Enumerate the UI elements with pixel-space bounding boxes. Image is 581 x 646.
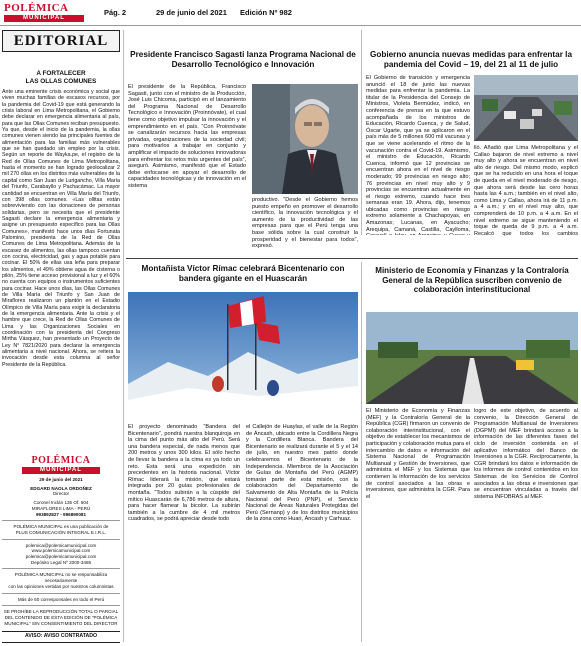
mef-body-col1: El Ministerio de Economía y Finanzas (MEF) y la Contraloría General de la República (CGR) firmaron un convenio de colaboración interinstitucional, con el objetivo de establecer los mecanismos de participación y colaboración mutua para el intercambio de datos e información del Sistema Nacional de Programación Multianual y Gestión de Inversiones, que administra el MEF y los Sistemas que contienen la información de los servicios de control asociados a las obras e inversiones, que administra la CGR. Para el bbox=[366, 408, 470, 500]
newspaper-logo bbox=[4, 3, 84, 23]
director-name: EDGARD NAOLA ORDOÑEZ bbox=[30, 485, 92, 491]
sagasti-body-col2: productivo. “Desde el Gobierno hemos puesto empeño en promover el desarrollo científico, la innovación tecnológica y el aumento de la productividad de las empresas para que el Perú tenga una base sólida sobre la cual construir la prosperidad y el bienestar para todos”, expresó. bbox=[252, 197, 358, 250]
disclaimer-line-2: con las opiniones vertidas por nuestros columnistas bbox=[8, 583, 114, 589]
mef-headline: Ministerio de Economía y Finanzas y la Contraloría General de la República suscriben convenio de colaboración interinstitucional bbox=[375, 266, 569, 294]
editorial-heading: EDITORIAL bbox=[2, 30, 120, 52]
credits-logo-bottom: MUNICIPAL bbox=[22, 467, 100, 474]
legal-deposit: Depósito Legal Nº 2000-3485 bbox=[30, 559, 92, 565]
editorial-body: Ante una eminente crisis económica y social que viven muchas familias de escasos recursos, por la pandemia del Covid-19 que está generando la crisis laboral en Lima Metropolitana, el Gobierno debe declarar en emergencia alimentaria al país, para que las Ollas Comunes reciban presupuesto. Ya que, desde el inicio de la pandemia, la ollas comunes vienen siendo las principales fuentes de alimentación para las familias más vulnerables que se han quedado sin empleo por la crisis. Según un reporte de Wayka.pe, el registro de la Red de Ollas Comunes de Lima Metropolitana, hasta el momento se han logrado geolocalizar 2 mil 270 ollas en los distritos más vulnerables de la capital como San Juan de Lurigancho, Villa María del Triunfo, Carabayllo y Pachacámac. La mayor cantidad se encuentran en Villa María del Triunfo, con 398 ollas comunes. «Las ollitas están sobreviviendo con las donaciones de personas solidarias, pero se necesita que el presidente Sagasti declare la emergencia alimentaria y asigne un presupuesto específico para las Ollas Comunes», manifestó hace unos días Fortunata Palomino, presidenta de la Red de Ollas Comunes de Lima Metropolitana. Además de la escasez de alimentos, las ollas tampoco cuentan con cocina, electricidad, gas y agua potable para cocinar. El 50% de ellas usa leña para preparar los alimentos, el 49% obtiene agua de cisterna o pilón, 25% tiene acceso provisional a luz y el 60% no cuenta con equipos o instrumentos suficientes para cocinar. Hace unos días, las Ollas Comunes de Villa María del Triunfo y San Juan de Miraflores realizaron un plantón en el Estadio Olímpico de Villa María para exigir la declaratoria de la emergencia alimentaria. Ante la crisis y el hambre que crece, la Red de Ollas Comunes de Lima y las Organizaciones Sociales en coordinación con la presidenta del Congreso Mirtha Vásquez, han presentado un Proyecto de Ley N° 7821/2020 para declarar la emergencia alimentaria a nivel nacional. Ahora, se reitera la invocación desde esta columna al señor Presidente de la República. bbox=[2, 89, 120, 368]
copyright-line-2: DEL CONTENIDO DE ESTA EDICIÓN DE “POLÉMICA bbox=[4, 614, 118, 620]
rimac-body-col2: el Callejón de Huaylas, el valle de la Región de Áncash, ubicado entre la Cordillera Negra y la Cordillera Blanca. Bandera del Bicentenario se realizará durante el 5 y el 14 de julio, en nuestro mes patrio donde celebraremos el Bicentenario de la Independencia. Miembros de la Asociación de Guías de Montaña del Perú (AGMP) tomarán parte de esta misión, con la colaboración del Departamento de Salvamento de Alta Montaña de la Policía Nacional del Perú (PNP), el Servicio Nacional de Áreas Naturales Protegidas del Perú (Sernanp) y de los distritos municipios de la zona como Huari, Áncash y Carhuaz. bbox=[246, 424, 358, 523]
logo-bottom-text: MUNICIPAL bbox=[4, 15, 84, 22]
gobierno-body-col2: lló. Añadió que Lima Metropolitana y el Callao bajaron de nivel extremo a nivel muy alto y ahora se encuentran en nivel alto de riesgo. Del mismo modo, explicó que se ha reducido en una hora el toque de queda en el nivel moderado de riesgo, que ahora será desde las cero horas hasta las 4 a.m.; también en el nivel alto, como Lima y Callao, ahora irá de 11 p.m. a 4 a.m.; y en el nivel muy alto, que comprenderá de 10 p.m. a 4 a.m. En el nivel extremo se sigue manteniendo el toque de queda de 9 p.m. a 4 a.m. Recalcó que todos los cambios bbox=[474, 145, 578, 237]
disclaimer-line-1: POLÉMICA MUNICIPAL no se responsabiliza necesariamente bbox=[14, 572, 108, 584]
top-bar bbox=[0, 0, 581, 26]
gobierno-headline: Gobierno anuncia nuevas medidas para enfrentar la pandemia del Covid – 19, del 21 al 11 de julio bbox=[369, 50, 573, 69]
email-link-2[interactable]: polemica@polemicamunicipal.com bbox=[25, 554, 97, 560]
edition-number: Edición Nº 982 bbox=[240, 8, 292, 17]
editorial-column bbox=[2, 30, 120, 446]
gobierno-photo bbox=[474, 75, 578, 141]
gobierno-body-col1: El Gobierno de transición y emergencia anunció el 18 de junio las nuevas medidas para enfrentar la pandemia. La titular de la Presidencia del Consejo de Ministros, Violeta Bermúdez, indicó, en conferencia de prensa en la que estuvo acompañada de los ministros de Educación, Ricardo Cuenca, y de Salud, Óscar Ugarte, que ya se aplicaron en el país más de 5 millones 600 mil vacunas y que se viene acelerando el ritmo de la vacunación contra el Covid-19. Asimismo, el ministro de Educación, Ricardo Cuenca, informó que 12 provincias se encuentran ahora en el nivel de riesgo moderado; 99 provincias en riesgo alto; 76 provincias en nivel muy alto y 9 provincias se encuentran actualmente en el riesgo extremo, cuando hace tres semanas eran 19. Ahora, dijo, tenemos ubicadas como provincias en riesgo extremo solamente a Chachapoyas, en Amazonas; Lucanas, en Ayacucho; Arequipa, Camaná, Castilla, Caylloma, bbox=[366, 75, 470, 233]
publisher-line-1: POLÉMICA MUNICIPAL es una publicación de bbox=[13, 524, 109, 530]
sagasti-photo bbox=[252, 84, 358, 194]
masthead-credits bbox=[2, 456, 120, 646]
website-link[interactable]: www.polemicamunicipal.com bbox=[31, 548, 91, 554]
sagasti-headline: Presidente Francisco Sagasti lanza Programa Nacional de Desarrollo Tecnológico e Innovación bbox=[130, 50, 356, 69]
copyright-line-1: SE PROHÍBE LA REPRODUCCIÓN TOTAL O PARCIAL bbox=[3, 609, 119, 615]
phone-numbers: 993892827 - 996890081 bbox=[35, 511, 87, 517]
copyright-line-3: MUNICIPAL” SIN CONSENTIMIENTO DEL DIRECTOR bbox=[4, 620, 118, 626]
sagasti-body-col1: El presidente de la República, Francisco Sagasti, junto con el ministro de la Producción, José Luis Chicoma, participó en el lanzamiento del Programa Nacional de Desarrollo Tecnológico e Innovación (Proinnóvate), el cual tiene como objetivo impulsar la innovación y el emprendimiento en el país. “Con Proinnóvate se canalizarán recursos hacia las empresas privadas, organizaciones de la sociedad civil; para motivarlos a trabajar en conjunto y amplificar el impacto de soluciones innovadoras para enfrentar los retos más urgentes del país”, aseguró. Asimismo, manifestó que el Estado debe enfocarse en apoyar el desarrollo de capacidades tecnológicas y de innovación en el sistema bbox=[128, 84, 246, 189]
email-link[interactable]: polemica@polemicamunicipal.com bbox=[25, 542, 97, 548]
aviso-note: AVISO: AVISO CONTRATADO bbox=[2, 631, 120, 643]
editorial-subtitle: A FORTALECER LAS OLLAS COMUNES bbox=[25, 70, 97, 85]
logo-top-text: POLÉMICA bbox=[4, 2, 69, 14]
page-number: Pág. 2 bbox=[104, 8, 127, 17]
address-line-2: MIRAFLORES LIMA - PERÚ bbox=[31, 505, 91, 511]
credits-logo-top: POLÉMICA bbox=[31, 455, 91, 466]
issue-date: 29 de junio del 2021 bbox=[156, 8, 227, 17]
mef-photo bbox=[366, 312, 578, 404]
rimac-headline: Montañista Víctor Rímac celebrará Bicentenario con bandera gigante en el Huascarán bbox=[141, 264, 345, 283]
credits-date: 29 de junio del 2021 bbox=[39, 477, 83, 482]
rimac-body-col1: El proyecto denominado “Bandera del Bicentenario”, pondrá nuestra blanquiroja en la cima del punto más alto del Perú. Será una bandera especial, de nada menos que 200 metros y unos 300 kilos. El sólo hecho de llevar la bandera a la cima es ya todo un reto. Esta será una expedición sin precedentes en la historia nacional. Víctor Rímac liderará la misión, que estará integrada por 20 guías profesionales de montaña. “Todos subirán a la cúspide del mítico Huascarán de 6,786 metros de altura, para hacer flamear la bicolor. La subirán también a la cumbre de 4 mil metros cuadrados, se podrá apreciar desde todo bbox=[128, 424, 240, 523]
address-line-1: Coronel Inclán 135 Of. 604 bbox=[33, 500, 89, 506]
director-role: Director bbox=[52, 491, 70, 497]
publisher-line-2: PLUS COMUNICACIÓN INTEGRAL E.I.R.L. bbox=[15, 529, 107, 535]
credits-logo bbox=[22, 456, 100, 474]
mef-body-col2: logro de este objetivo, de acuerdo al convenio, la Dirección General de Programación Multianual de Inversiones (DGPMI) del MEF brindará acceso a la información de las diferentes fases del ciclo de inversión contenida en el aplicativo informático del Banco de Inversiones a la CGR. Recíprocamente, la CGR brindará los datos e información de los informes de control contenidos en los Sistemas de los Servicios de Control asociados a las obras e inversiones que se encuentran vinculadas a través del sistema INFOBRAS al MEF. bbox=[474, 408, 578, 500]
correspondents-note: Más de 60 corresponsales en todo el Perú bbox=[17, 596, 105, 602]
rimac-photo bbox=[128, 292, 358, 420]
